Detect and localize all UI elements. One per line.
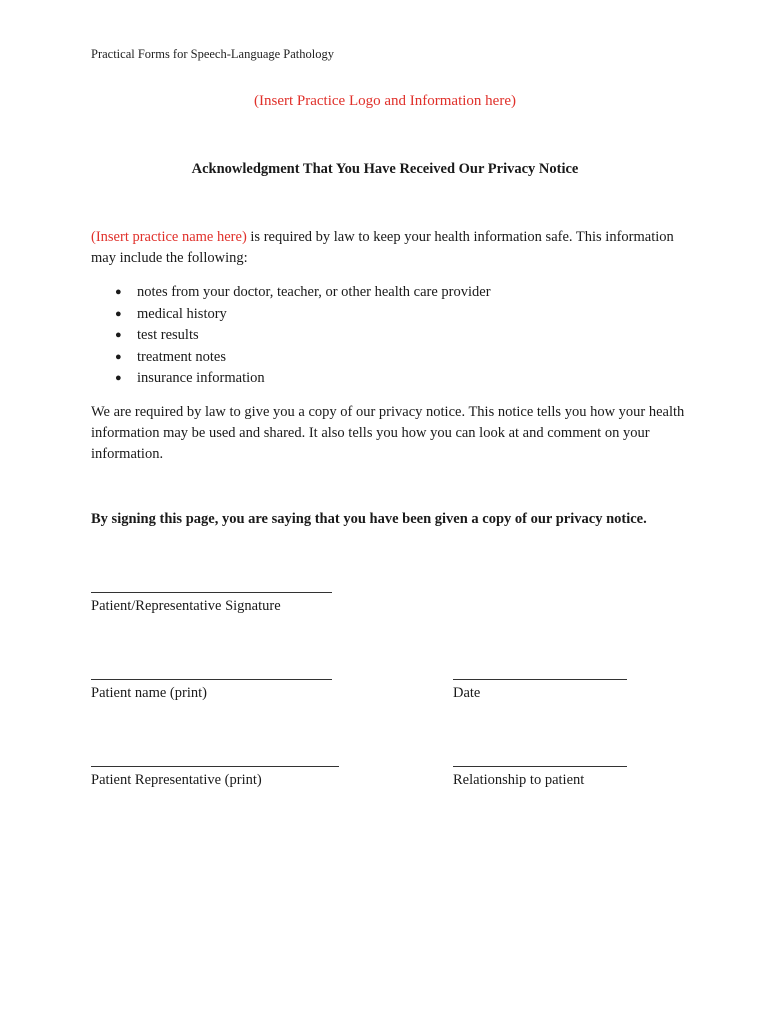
date-label: Date <box>453 685 481 701</box>
bullet-icon: ● <box>115 372 122 384</box>
list-item: ● notes from your doctor, teacher, or other health care provider <box>91 282 491 304</box>
patient-name-line[interactable] <box>91 679 332 680</box>
bullet-icon: ● <box>115 329 122 341</box>
privacy-notice-paragraph: We are required by law to give you a copy of our privacy notice. This notice tells you how your health information may be used and shared. It also tells you how you can look at and comment on your information. <box>91 404 685 462</box>
list-item: ● insurance information <box>91 368 491 390</box>
bullet-icon: ● <box>115 286 122 298</box>
signing-statement: By signing this page, you are saying that you have been given a copy of our privacy notice. <box>91 511 647 527</box>
logo-placeholder: (Insert Practice Logo and Information here) <box>254 93 516 109</box>
date-line[interactable] <box>453 679 627 680</box>
patient-signature-label: Patient/Representative Signature <box>91 598 281 614</box>
document-title: Acknowledgment That You Have Received Our Privacy Notice <box>191 161 579 177</box>
running-head: Practical Forms for Speech-Language Pathology <box>91 47 334 61</box>
list-item: ● medical history <box>91 304 491 326</box>
practice-name-placeholder: (Insert practice name here) <box>91 229 247 245</box>
patient-representative-label: Patient Representative (print) <box>91 772 262 788</box>
list-item: ● test results <box>91 325 491 347</box>
patient-name-label: Patient name (print) <box>91 685 207 701</box>
relationship-label: Relationship to patient <box>453 772 585 788</box>
bullet-icon: ● <box>115 307 122 320</box>
bullet-icon: ● <box>115 350 122 363</box>
patient-signature-line[interactable] <box>91 592 332 593</box>
list-item: ● treatment notes <box>91 347 491 369</box>
relationship-line[interactable] <box>453 766 627 767</box>
information-list <box>91 282 491 390</box>
intro-text: is required by law to keep your health information safe. This information may include the following: <box>91 229 674 266</box>
intro-paragraph <box>91 227 691 269</box>
patient-representative-line[interactable] <box>91 766 339 767</box>
